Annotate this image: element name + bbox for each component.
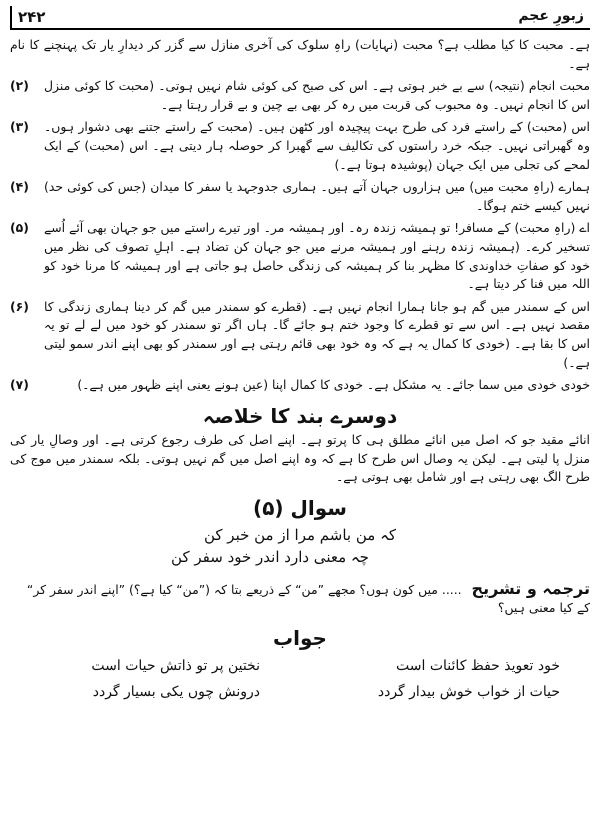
numbered-item — [10, 219, 590, 293]
item-number: (۴) — [10, 179, 29, 195]
header-corner-rule — [10, 6, 12, 28]
item-text: ہمارے (راہِ محبت میں) میں ہزاروں جہان آتے ہیں۔ ہماری جدوجہد یا سفر کا میدان (جس کی کوئی حد) نہیں کیسے ختم ہوگا۔ — [44, 179, 590, 213]
page-header — [10, 6, 590, 30]
hemistich: نختین پر تو ذاتش حیات است — [91, 658, 260, 675]
couplet-row — [10, 679, 590, 705]
item-number: (۲) — [10, 78, 29, 94]
item-text: خودی خودی میں سما جائے۔ یہ مشکل ہے۔ خودی کا کمال اپنا (عین ہونے یعنی اپنے ظہور میں ہے۔) — [77, 377, 590, 393]
translation-text: ..... میں کون ہوں؟ مجھے ”من“ کے ذریعے بتا کہ (”من“ کیا ہے؟) ”اپنے اندر سفر کر“ کے کیا معنی ہیں؟ — [26, 581, 590, 615]
page-number: ۲۴۲ — [18, 8, 46, 26]
item-text: اس کے سمندر میں گم ہو جانا ہمارا انجام نہیں ہے۔ (قطرے کو سمندر میں گم کر دینا ہماری زندگی کا مقصد نہیں ہے۔ اس سے تو قطرے کا وجود ختم ہو جائے گا۔ ہاں اگر تو سمندر کو خود میں لے لے تو یہ اس کا بقا ہے۔ (خودی کا کمال یہ ہے کہ وہ خود بھی قائم رہتی ہے اور سمندر کو بھی اپنے اندر سمو لیتی ہے۔) — [44, 298, 590, 370]
verse-line-2: چہ معنی دارد اندر خود سفر کن — [171, 547, 369, 566]
item-number: (۷) — [10, 377, 29, 393]
item-text: اس (محبت) کے راستے فرد کی طرح بہت پیچیدہ اور کٹھن ہیں۔ (محبت کے راستے جتنے بھی دشوار ہوں۔ وہ گھبراتی نہیں۔ جبکہ خرد راستوں کی تکالیف سے گھبرا کر حوصلہ ہار دیتی ہے۔ اس (محبت) کے ایک لمحے کی تجلی میں ایک جہان (پوشیدہ ہوتا ہے۔) — [44, 119, 590, 172]
item-text: محبت انجام (نتیجہ) سے بے خبر ہوتی ہے۔ اس کی صبح کی کوئی شام نہیں ہوتی۔ (محبت کا کوئی منزل اس کا انجام نہیں۔ وہ محبوب کی قربت میں رہ کر بھی بے چین و بے قرار رہتا ہے۔ — [44, 78, 590, 112]
question-title: سوال (۵) — [253, 496, 347, 521]
hemistich: خود تعویذ حفظ کائنات است — [396, 658, 560, 675]
running-title: زبورِ عجم — [518, 8, 584, 24]
summary-paragraph: انائے مقید جو کہ اصل میں انائے مطلق ہی کا پرتو ہے۔ اپنے اصل کی طرف رجوع کرتی ہے۔ اور وصالِ یار کی منزل پا لیتی ہے۔ لیکن یہ وصال اس طرح کا ہے کہ وہ اپنے اصل میں گم نہیں ہوتی۔ بلکہ سمندر میں موج کی طرح الگ بھی رہتی ہے اور شامل بھی ہوتی ہے۔ — [10, 432, 590, 485]
verse-line-1: کہ من باشم مرا از من خبر کن — [203, 525, 397, 544]
question-verse — [10, 524, 590, 568]
item-text: اے (راہِ محبت) کے مسافر! تو ہمیشہ زندہ رہ۔ اور ہمیشہ مر۔ اور تیرے راستے میں جو جہان بھی آئے اُسے تسخیر کرے۔ (ہمیشہ زندہ رہنے اور ہمیشہ مرنے میں جو جہان کن تضاد ہے۔ اہلِ تصوف کی نظر میں خود کو صفاتِ خداوندی کا مظہر بنا کر ہمیشہ کی زندگی حاصل ہو جاتی ہے اور ہمیشہ کا مرنا خود کو اللہ میں فنا کر دیتا ہے۔ — [44, 220, 590, 292]
page-body — [10, 36, 590, 705]
item-number: (۶) — [10, 298, 29, 314]
section-title: دوسرے بند کا خلاصہ — [202, 403, 398, 428]
item-number: (۳) — [10, 119, 29, 135]
translation-label: ترجمہ و تشریح — [471, 578, 590, 598]
numbered-item — [10, 178, 590, 215]
hemistich: درونش چوں یکی بسیار گردد — [92, 684, 260, 701]
hemistich: حیات از خواب خوش بیدار گردد — [377, 684, 560, 701]
header-rule — [10, 28, 590, 30]
intro-line: ہے۔ محبت کا کیا مطلب ہے؟ محبت (نہایات) راہِ سلوک کی آخری منازل سے گزر کر دیدارِ یار تک پہنچنے کا نام ہے۔ — [10, 37, 590, 71]
translation-block — [10, 580, 590, 617]
numbered-item — [10, 77, 590, 114]
answer-couplets — [10, 653, 590, 705]
couplet-row — [10, 653, 590, 679]
numbered-item — [10, 298, 590, 372]
item-number: (۵) — [10, 220, 29, 236]
numbered-item — [10, 118, 590, 174]
answer-title: جواب — [273, 625, 327, 650]
numbered-item — [10, 376, 590, 395]
